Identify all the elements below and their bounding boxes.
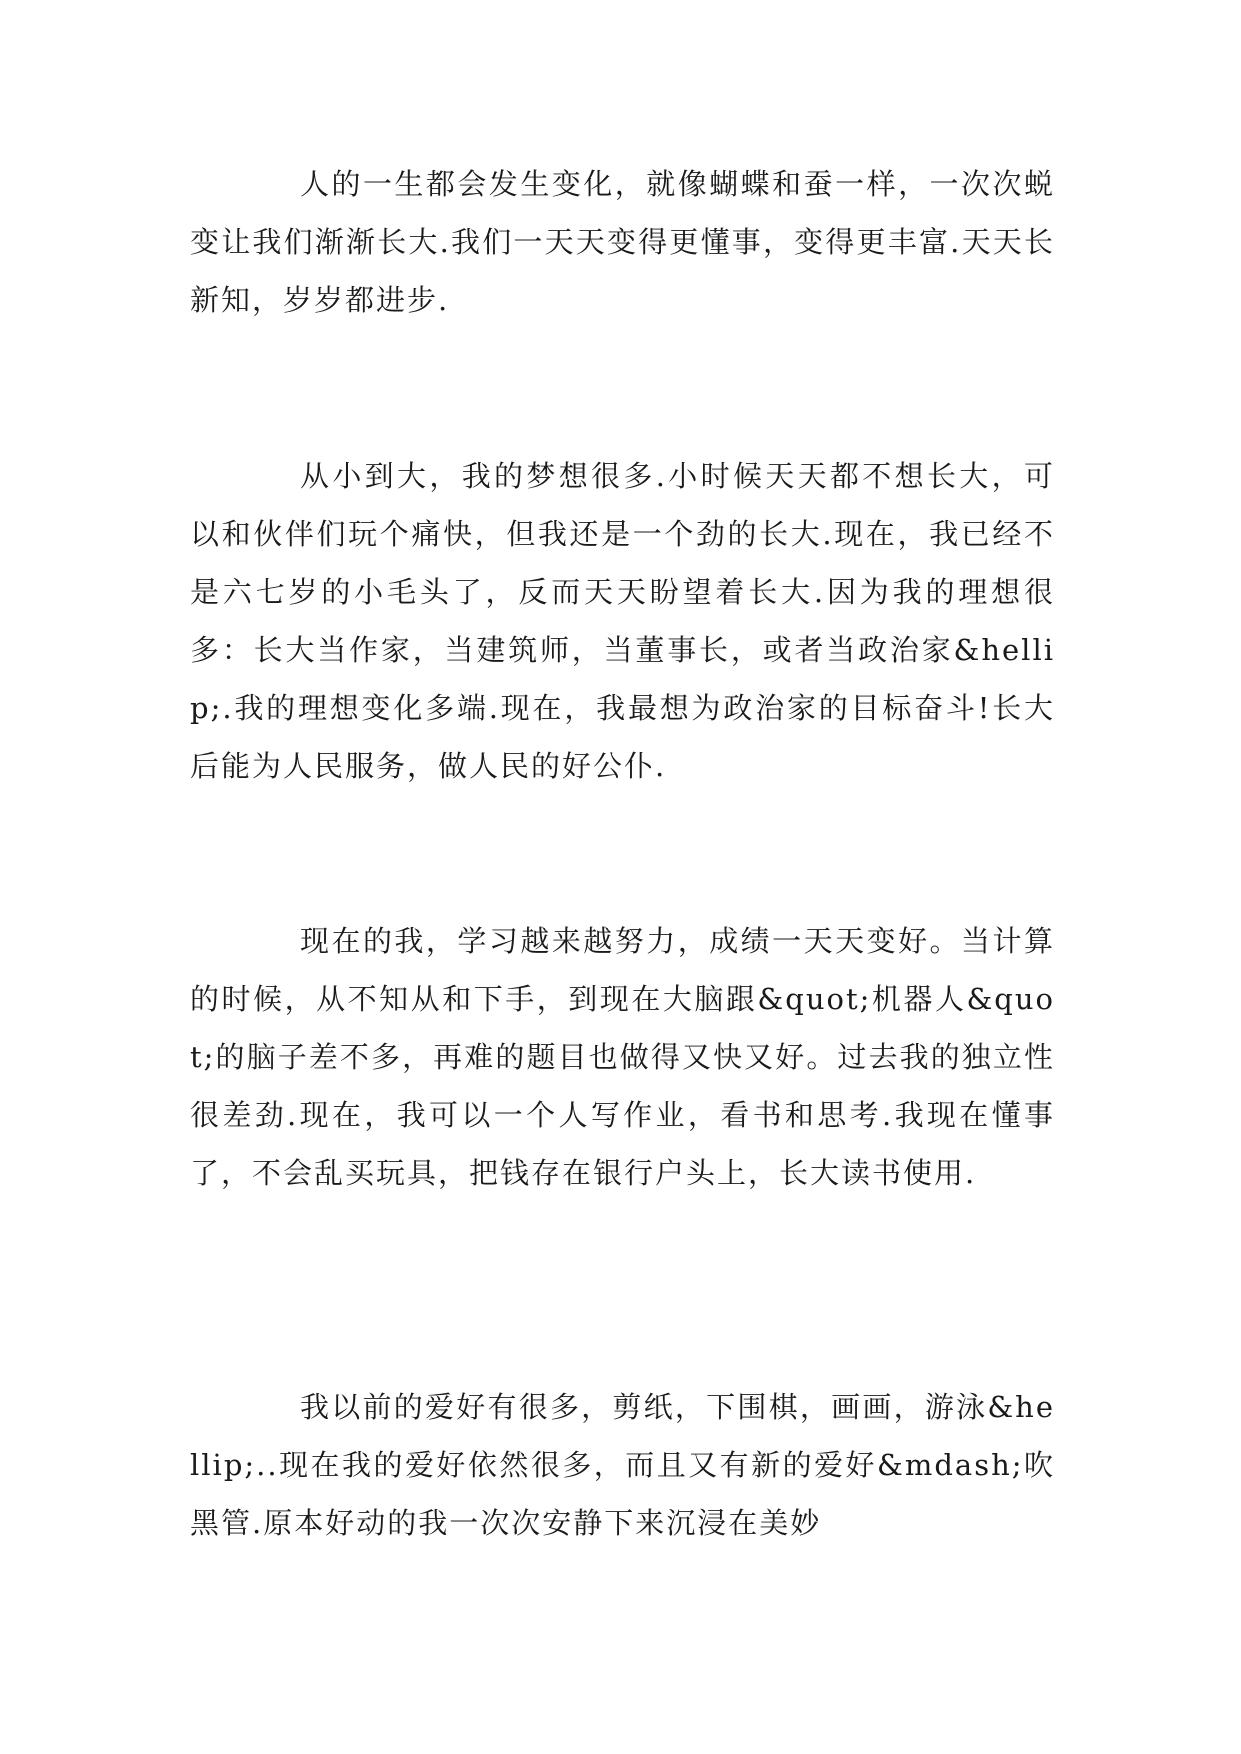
paragraph-2: 从小到大，我的梦想很多.小时候天天都不想长大，可以和伙伴们玩个痛快，但我还是一个劲的长大.现在，我已经不是六七岁的小毛头了，反而天天盼望着长大.因为我的理想很多：长大当作家，当建筑师，当董事长，或者当政治家&hellip;.我的理想变化多端.现在，我最想为政治家的目标奋斗!长大后能为人民服务，做人民的好公仆.: [190, 459, 1055, 783]
paragraph-3: 现在的我，学习越来越努力，成绩一天天变好。当计算的时候，从不知从和下手，到现在大脑跟&quot;机器人&quot;的脑子差不多，再难的题目也做得又快又好。过去我的独立性很差劲.现在，我可以一个人写作业，看书和思考.我现在懂事了，不会乱买玩具，把钱存在银行户头上，长大读书使用.: [190, 924, 1055, 1190]
paragraph-1: 人的一生都会发生变化，就像蝴蝶和蚕一样，一次次蜕变让我们渐渐长大.我们一天天变得更懂事，变得更丰富.天天长新知，岁岁都进步.: [190, 167, 1055, 317]
paragraph-4: 我以前的爱好有很多，剪纸，下围棋，画画，游泳&hellip;..现在我的爱好依然很多，而且又有新的爱好&mdash;吹黑管.原本好动的我一次次安静下来沉浸在美妙: [190, 1390, 1055, 1540]
